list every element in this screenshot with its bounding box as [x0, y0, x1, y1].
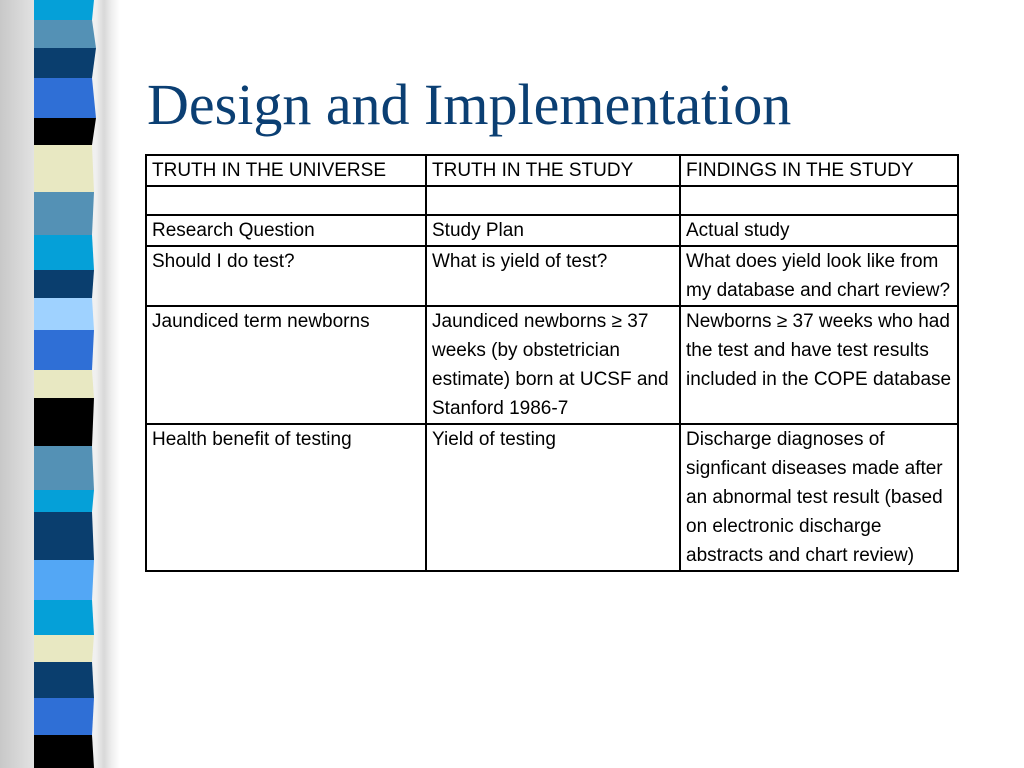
strip-block [34, 192, 94, 235]
table-cell: Jaundiced term newborns [146, 306, 426, 424]
table-cell: Actual study [680, 215, 958, 246]
table-cell: What is yield of test? [426, 246, 680, 306]
decorative-left-strip [0, 0, 120, 768]
slide-title: Design and Implementation [147, 72, 792, 137]
strip-block [34, 370, 94, 398]
table-cell [680, 186, 958, 215]
strip-block [34, 635, 94, 662]
table-row [146, 186, 958, 215]
strip-block [34, 270, 94, 298]
strip-block [34, 20, 96, 48]
column-header-findings: FINDINGS IN THE STUDY [680, 155, 958, 186]
strip-block [34, 78, 96, 118]
table-row [146, 246, 958, 306]
strip-block [34, 698, 94, 735]
table-cell: Study Plan [426, 215, 680, 246]
strip-block [34, 145, 94, 192]
table-cell: Discharge diagnoses of signficant diseases made after an abnormal test result (based on electronic discharge abstracts and chart review) [680, 424, 958, 571]
table-row [146, 306, 958, 424]
strip-block [34, 398, 94, 446]
strip-block [34, 446, 94, 490]
strip-block [34, 662, 94, 698]
strip-block [34, 0, 94, 20]
strip-block [34, 490, 94, 512]
table-cell: Health benefit of testing [146, 424, 426, 571]
strip-block [34, 512, 94, 560]
column-header-study: TRUTH IN THE STUDY [426, 155, 680, 186]
strip-block [34, 48, 96, 78]
table-cell: Newborns ≥ 37 weeks who had the test and have test results included in the COPE database [680, 306, 958, 424]
strip-block [34, 298, 94, 330]
table-header-row [146, 155, 958, 186]
strip-block [34, 118, 96, 145]
strip-block [34, 330, 94, 370]
column-header-universe: TRUTH IN THE UNIVERSE [146, 155, 426, 186]
table-row [146, 215, 958, 246]
table-row [146, 424, 958, 571]
strip-block [34, 560, 94, 600]
table-cell: Should I do test? [146, 246, 426, 306]
strip-block [34, 600, 94, 635]
comparison-table [145, 154, 959, 572]
color-block-strip [34, 0, 100, 768]
strip-block [34, 735, 94, 768]
table-cell: Yield of testing [426, 424, 680, 571]
table-cell: What does yield look like from my database and chart review? [680, 246, 958, 306]
table-cell: Jaundiced newborns ≥ 37 weeks (by obstetrician estimate) born at UCSF and Stanford 1986-7 [426, 306, 680, 424]
strip-block [34, 235, 94, 270]
comparison-table-container [145, 154, 959, 572]
table-cell [426, 186, 680, 215]
table-cell: Research Question [146, 215, 426, 246]
table-cell [146, 186, 426, 215]
